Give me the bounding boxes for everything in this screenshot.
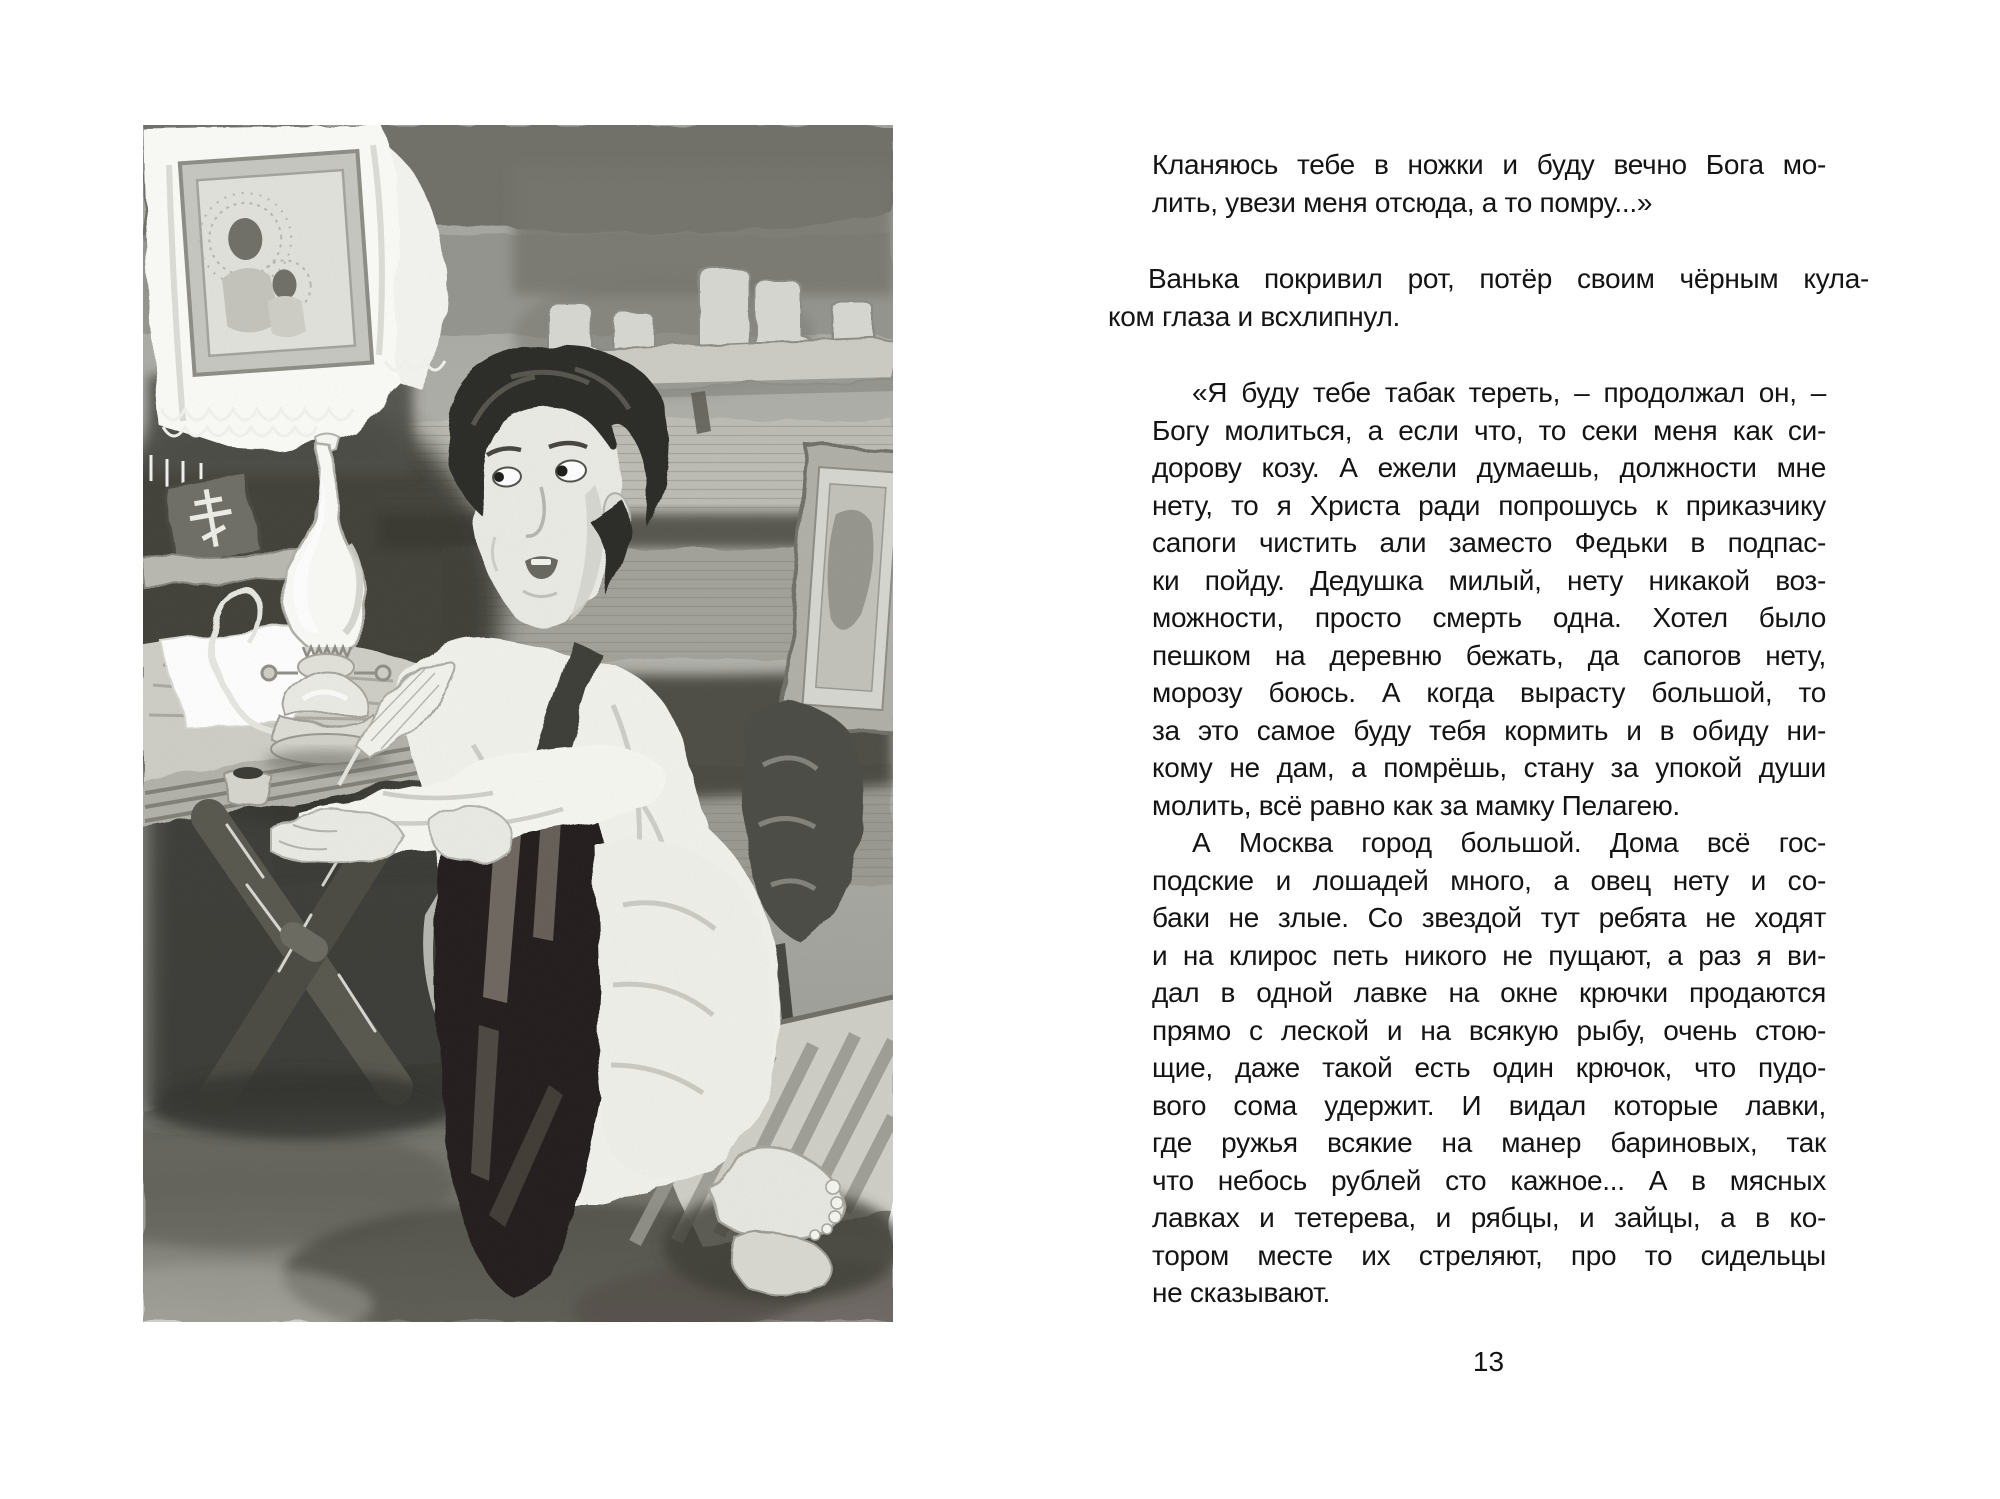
text-line: тором месте их стреляют, про то сидельцы — [1152, 1239, 1826, 1271]
text-line: сапоги чистить али заместо Федьки в подпас- — [1152, 527, 1826, 558]
text-line: «Я буду тебе табак тереть, – продолжал он, – — [1192, 377, 1826, 408]
text-line: где ружья всякие на манер бариновых, так — [1152, 1127, 1826, 1158]
text-line: баки не злые. Со звездой тут ребята не ходят — [1152, 902, 1826, 933]
text-line: не сказывают. — [1152, 1277, 1331, 1308]
text-line: щие, даже такой есть один крючок, что пудо- — [1152, 1052, 1826, 1083]
text-column — [1108, 146, 1869, 1312]
text-line: подские и лошадей много, а овец нету и со- — [1152, 864, 1826, 896]
text-line: молить, всё равно как за мамку Пелагею. — [1152, 789, 1680, 821]
text-line: лавках и тетерева, и рябцы, и зайцы, а в ко- — [1152, 1202, 1826, 1233]
paragraph — [1152, 146, 1826, 221]
paragraph — [1152, 824, 1826, 1312]
text-line: Богу молиться, а если что, то секи меня как си- — [1152, 414, 1826, 446]
text-line: Кланяюсь тебе в ножки и буду вечно Бога мо- — [1152, 149, 1826, 180]
text-line: прямо с леской и на всякую рыбу, очень стою- — [1152, 1014, 1826, 1046]
paragraph — [1152, 374, 1826, 824]
text-line: можности, просто смерть одна. Хотел было — [1152, 602, 1826, 633]
text-line: нету, то я Христа ради попрошусь к приказчику — [1152, 489, 1826, 521]
page-number: 13 — [1472, 1346, 1505, 1377]
text-line: пешком на деревню бежать, да сапогов нету, — [1152, 639, 1826, 671]
text-line: лить, увези меня отсюда, а то помру...» — [1152, 186, 1653, 218]
text-line: Ванька покривил рот, потёр своим чёрным кула- — [1148, 263, 1869, 294]
text-line: за это самое буду тебя кормить и в обиду ни- — [1152, 714, 1826, 746]
text-line: что небось рублей сто кажное... А в мясных — [1152, 1164, 1826, 1196]
text-line: дорову козу. А ежели думаешь, должности мне — [1152, 452, 1826, 483]
illustration-vanka-writing — [143, 125, 893, 1322]
text-line: А Москва город большой. Дома всё гос- — [1192, 827, 1826, 858]
paragraph — [1108, 260, 1869, 335]
text-line: ком глаза и всхлипнул. — [1108, 300, 1401, 332]
text-line: и на клирос петь никого не пущают, а раз я ви- — [1152, 939, 1826, 971]
text-line: дал в одной лавке на окне крючки продаются — [1152, 977, 1826, 1008]
watercolor-texture — [143, 125, 893, 1322]
text-line: кому не дам, а помрёшь, стану за упокой души — [1152, 752, 1826, 783]
text-line: ки пойду. Дедушка милый, нету никакой воз- — [1152, 564, 1826, 596]
text-line: вого сома удержит. И видал которые лавки, — [1152, 1089, 1826, 1121]
text-line: морозу боюсь. А когда вырасту большой, то — [1152, 677, 1826, 708]
